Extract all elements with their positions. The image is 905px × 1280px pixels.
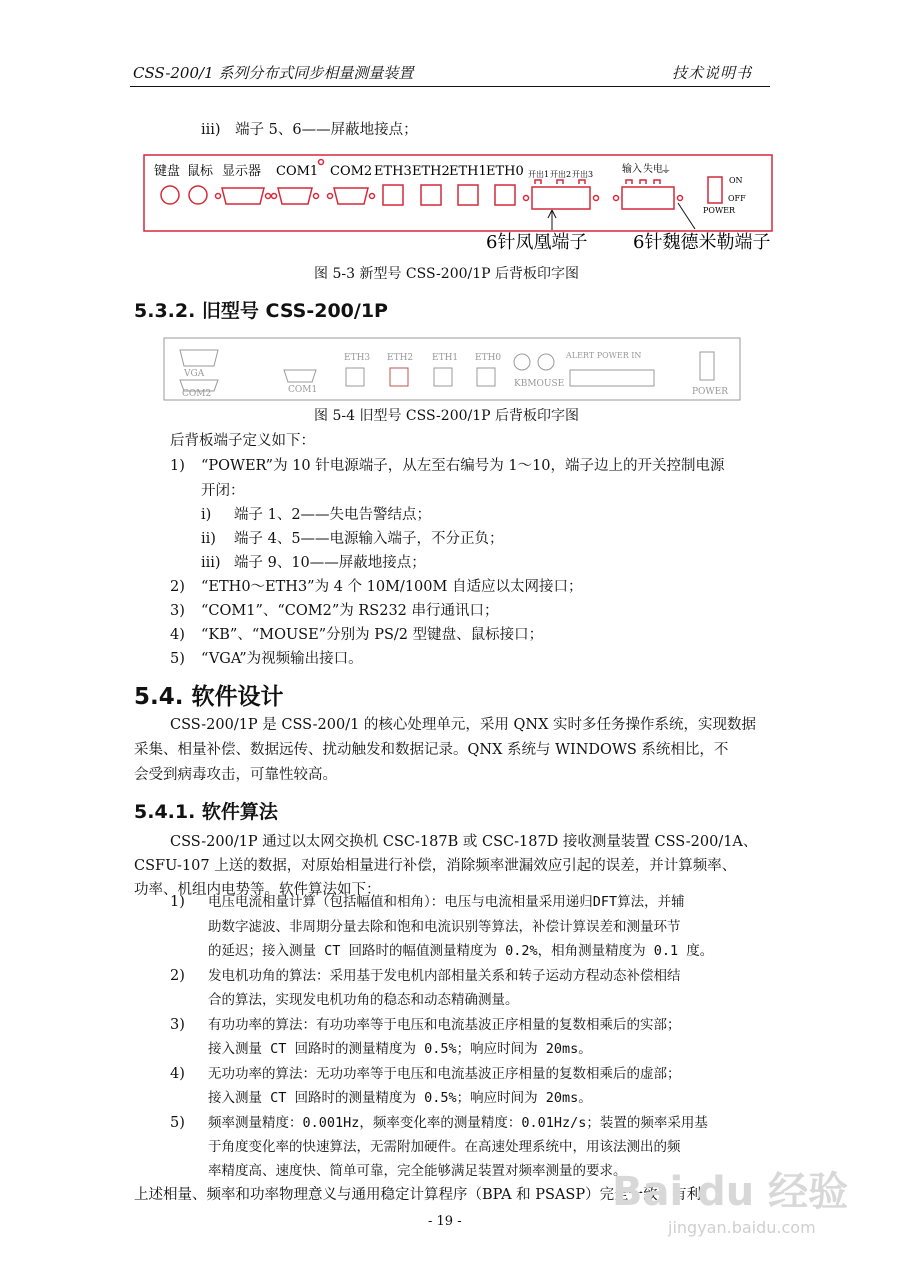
- port-label-com1: COM1: [276, 164, 319, 179]
- label-vga: VGA: [184, 369, 205, 379]
- eth0-port: [477, 368, 495, 386]
- subdef-1-text: 端子 1、2——失电告警结点；: [234, 507, 432, 523]
- closing-line: 上述相量、频率和功率物理意义与通用稳定计算程序（BPA 和 PSASP）完全一致，有利: [134, 1187, 702, 1203]
- def-item-3-text: “COM1”、“COM2”为 RS232 串行通讯口；: [201, 603, 499, 619]
- eth2-port: [390, 368, 408, 386]
- port-label-eth0: ETH0: [486, 164, 524, 179]
- power-label: POWER: [703, 206, 736, 215]
- com2-port: [334, 188, 368, 204]
- mouse-port: [189, 186, 207, 204]
- subdef-2-num: ii): [201, 531, 216, 547]
- switch-off-label: OFF: [728, 194, 746, 203]
- header-title: CSS-200/1 系列分布式同步相量测量装置: [133, 64, 414, 82]
- section-5-4-line-3: 会受到病毒攻击，可靠性较高。: [134, 767, 337, 783]
- algo-3-num: 3): [170, 1017, 185, 1033]
- port-label-mouse: 鼠标: [187, 164, 214, 179]
- ground-icon: ⏚: [661, 165, 671, 176]
- section-5-4-heading: 5.4. 软件设计: [134, 684, 284, 710]
- eth3-port: [383, 185, 403, 205]
- algo-5-line-1: 频率测量精度：0.001Hz，频率变化率的测量精度：0.01Hz/s；装置的频率采用基: [208, 1115, 708, 1131]
- port-label-display: 显示器: [222, 164, 262, 179]
- def-item-1-cont: 开闭：: [201, 483, 245, 499]
- subdef-2-text: 端子 4、5——电源输入端子，不分正负；: [234, 531, 504, 547]
- algo-1-line-2: 助数字滤波、非周期分量去除和饱和电流识别等算法，补偿计算误差和测量环节: [208, 919, 681, 935]
- label-eth2: ETH2: [387, 353, 414, 363]
- header-rule: [130, 86, 770, 87]
- label-power: POWER: [692, 387, 729, 397]
- phoenix-terminal: [532, 187, 590, 209]
- weidmuller-terminal: [622, 187, 674, 209]
- eth3-port: [346, 368, 364, 386]
- algo-5-num: 5): [170, 1115, 185, 1131]
- subdef-3-text: 端子 9、10——屏蔽地接点；: [234, 555, 426, 571]
- power-switch: [708, 177, 722, 203]
- def-item-5-text: “VGA”为视频输出接口。: [201, 651, 363, 667]
- algo-4-num: 4): [170, 1066, 185, 1082]
- figure-5-4-caption: 图 5-4 旧型号 CSS-200/1P 后背板印字图: [314, 408, 580, 424]
- section-5-4-1-line-1: CSS-200/1P 通过以太网交换机 CSC-187B 或 CSC-187D 接收测量装置 CSS-200/1A、: [170, 834, 758, 850]
- figure-5-3-caption: 图 5-3 新型号 CSS-200/1P 后背板印字图: [314, 266, 580, 282]
- section-5-4-line-2: 采集、相量补偿、数据远传、扰动触发和数据记录。QNX 系统与 WINDOWS 系统相比，不: [134, 742, 729, 758]
- section-5-4-1-line-2: CSFU-107 上送的数据，对原始相量进行补偿，消除频率泄漏效应引起的误差，并计算频率、: [134, 858, 737, 874]
- label-com2: COM2: [182, 389, 212, 399]
- algo-4-line-1: 无功功率的算法：无功功率等于电压和电流基波正序相量的复数相乘后的虚部；: [208, 1066, 681, 1082]
- subdef-1-num: i): [201, 507, 212, 523]
- algo-1-line-3: 的延迟；接入测量 CT 回路时的幅值测量精度为 0.2%，相角测量精度为 0.1 度。: [208, 943, 714, 959]
- watermark-url: jingyan.baidu.com: [668, 1218, 816, 1237]
- eth1-port: [434, 368, 452, 386]
- intro-item: iii) 端子 5、6——屏蔽地接点；: [201, 122, 418, 138]
- header-doc-type: 技术说明书: [672, 64, 753, 82]
- def-item-2-text: “ETH0～ETH3”为 4 个 10M/100M 自适应以太网接口；: [201, 579, 583, 595]
- algo-5-line-2: 于角度变化率的快速算法，无需附加硬件。在高速处理系统中，用该法测出的频: [208, 1139, 681, 1155]
- power-label-input: 输入: [622, 164, 642, 175]
- algo-2-line-1: 发电机功角的算法：采用基于发电机内部相量关系和转子运动方程动态补偿相结: [208, 968, 681, 984]
- algo-3-line-1: 有功功率的算法：有功功率等于电压和电流基波正序相量的复数相乘后的实部；: [208, 1017, 681, 1033]
- algo-1-line-1: 电压电流相量计算（包括幅值和相角）：电压与电流相量采用递归DFT算法，并辅: [208, 894, 685, 910]
- section-5-4-1-heading: 5.4.1. 软件算法: [134, 801, 278, 823]
- def-item-4-num: 4): [170, 627, 185, 643]
- switch-label-2: 开出2: [550, 170, 572, 179]
- eth0-port: [495, 185, 515, 205]
- algo-4-line-2: 接入测量 CT 回路时的测量精度为 0.5%；响应时间为 20ms。: [208, 1090, 592, 1106]
- section-5-4-1-line-3: 功率、机组内电势等。软件算法如下：: [134, 882, 381, 898]
- keyboard-port: [161, 186, 179, 204]
- def-item-5-num: 5): [170, 651, 185, 667]
- label-eth3: ETH3: [344, 353, 371, 363]
- algo-5-line-3: 率精度高、速度快、简单可靠，完全能够满足装置对频率测量的要求。: [208, 1163, 627, 1179]
- label-eth1: ETH1: [432, 353, 459, 363]
- watermark-brand: Bai du 经验: [612, 1169, 849, 1215]
- vga-port: [222, 188, 264, 204]
- switch-label-1: 开出1: [528, 170, 550, 179]
- port-label-com2: COM2: [330, 164, 373, 179]
- callout-phoenix-terminal: 6针凤凰端子: [486, 232, 588, 252]
- com1-port: [278, 188, 312, 204]
- port-label-eth2: ETH2: [412, 164, 450, 179]
- vga-port: [180, 350, 218, 366]
- eth1-port: [458, 185, 478, 205]
- eth2-port: [421, 185, 441, 205]
- power-label-loss: 失电: [643, 164, 663, 175]
- algo-3-line-2: 接入测量 CT 回路时的测量精度为 0.5%；响应时间为 20ms。: [208, 1041, 592, 1057]
- definitions-intro: 后背板端子定义如下：: [170, 433, 315, 449]
- mouse-port: [538, 354, 554, 370]
- def-item-1-text: “POWER”为 10 针电源端子，从左至右编号为 1～10，端子边上的开关控制电源: [201, 458, 725, 474]
- algo-2-num: 2): [170, 968, 185, 984]
- def-item-1-num: 1): [170, 458, 185, 474]
- section-5-3-2-heading: 5.3.2. 旧型号 CSS-200/1P: [134, 300, 388, 322]
- algo-1-num: 1): [170, 894, 185, 910]
- port-label-eth1: ETH1: [449, 164, 487, 179]
- subdef-3-num: iii): [201, 555, 221, 571]
- section-5-4-line-1: CSS-200/1P 是 CSS-200/1 的核心处理单元，采用 QNX 实时多任务操作系统，实现数据: [170, 717, 757, 733]
- com1-port: [284, 370, 316, 382]
- kb-port: [514, 354, 530, 370]
- algo-2-line-2: 合的算法，实现发电机功角的稳态和动态精确测量。: [208, 992, 519, 1008]
- label-com1: COM1: [288, 385, 318, 395]
- switch-on-label: ON: [729, 176, 743, 185]
- switch-label-3: 开出3: [572, 170, 594, 179]
- port-label-eth3: ETH3: [374, 164, 412, 179]
- label-kbmouse: KBMOUSE: [514, 379, 565, 389]
- power-switch: [700, 352, 714, 380]
- port-label-keyboard: 键盘: [154, 164, 181, 179]
- def-item-2-num: 2): [170, 579, 185, 595]
- new-back-panel-figure: [140, 150, 780, 252]
- page-number: - 19 -: [428, 1214, 462, 1229]
- power-terminal: [570, 370, 654, 386]
- callout-weidmuller-terminal: 6针魏德米勒端子: [633, 232, 771, 252]
- def-item-3-num: 3): [170, 603, 185, 619]
- old-back-panel-figure: [162, 336, 742, 402]
- def-item-4-text: “KB”、“MOUSE”分别为 PS/2 型键盘、鼠标接口；: [201, 627, 544, 643]
- label-alert-power-in: ALERT POWER IN: [566, 351, 642, 360]
- label-eth0: ETH0: [475, 353, 502, 363]
